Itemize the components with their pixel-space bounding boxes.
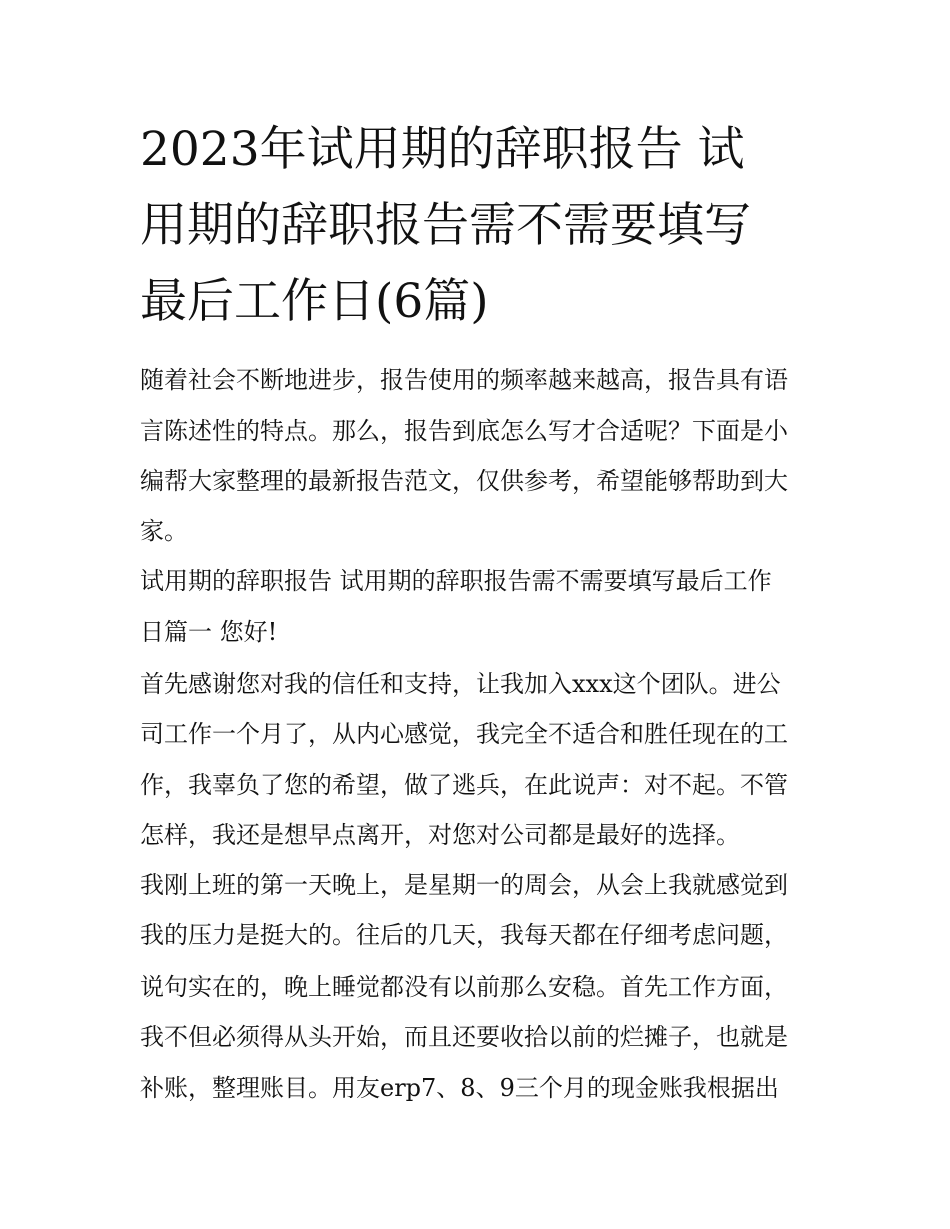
document-title [140, 112, 820, 340]
body-line: 说句实在的，晚上睡觉都没有以前那么安稳。首先工作方面， [140, 973, 788, 1001]
body-line: 司工作一个月了，从内心感觉，我完全不适合和胜任现在的工 [140, 720, 788, 748]
body-line: 编帮大家整理的最新报告范文，仅供参考，希望能够帮助到大 [140, 467, 788, 495]
title-line-1: 2023年试用期的辞职报告 试 [140, 122, 745, 177]
body-line: 补账，整理账目。用友erp7、8、9三个月的现金账我根据出 [140, 1074, 779, 1102]
body-line: 日篇一 您好! [140, 618, 278, 646]
body-line: 试用期的辞职报告 试用期的辞职报告需不需要填写最后工作 [140, 567, 772, 595]
title-line-2: 用期的辞职报告需不需要填写 [140, 198, 751, 253]
body-line: 我刚上班的第一天晚上，是星期一的周会，从会上我就感觉到 [140, 871, 788, 899]
body-line: 随着社会不断地进步，报告使用的频率越来越高，报告具有语 [140, 366, 788, 394]
body-line: 我不但必须得从头开始，而且还要收拾以前的烂摊子，也就是 [140, 1023, 788, 1051]
body-line: 家。 [140, 517, 188, 545]
body-line: 怎样，我还是想早点离开，对您对公司都是最好的选择。 [140, 821, 740, 849]
body-line: 我的压力是挺大的。往后的几天，我每天都在仔细考虑问题， [140, 921, 788, 949]
body-line: 首先感谢您对我的信任和支持，让我加入xxx这个团队。进公 [140, 670, 781, 698]
title-line-3: 最后工作日(6篇) [140, 274, 489, 329]
body-line: 言陈述性的特点。那么，报告到底怎么写才合适呢？下面是小 [140, 417, 788, 445]
body-line: 作，我辜负了您的希望，做了逃兵，在此说声：对不起。不管 [140, 771, 788, 799]
